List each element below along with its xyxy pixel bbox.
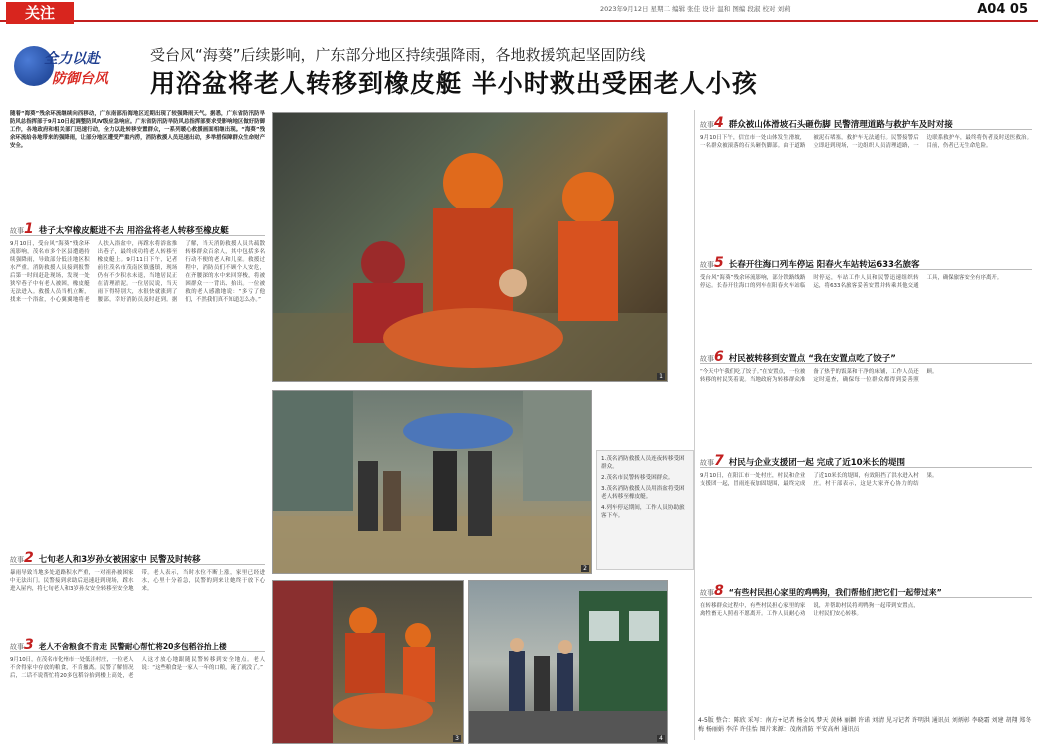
- story-1-title: 巷子太窄橡皮艇进不去 用浴盆将老人转移至橡皮艇: [38, 226, 229, 236]
- photo-basin-rescue: [272, 580, 464, 744]
- photo-1-illustration: [273, 113, 668, 382]
- story-5-title: 长春开往海口列车停运 阳春火车站转运633名旅客: [728, 260, 920, 270]
- photo-number-2: 2: [583, 565, 587, 572]
- story-3-header: 故事3 老人不舍粮食不肯走 民警耐心帮忙将20多包稻谷抬上楼: [10, 634, 265, 652]
- story-4-title: 群众被山体滑坡石头砸伤脚 民警清理道路与救护车及时对接: [728, 120, 953, 130]
- story-6-header: 故事6 村民被转移到安置点 “我在安置点吃了饺子”: [700, 346, 1032, 364]
- photo-number-3: 3: [455, 735, 459, 742]
- story-2-title: 七旬老人和3岁孙女被困家中 民警及时转移: [38, 555, 201, 565]
- photo-number-4: 4: [659, 735, 663, 742]
- section-tab: 关注: [6, 2, 74, 24]
- story-4-header: 故事4 群众被山体滑坡石头砸伤脚 民警清理道路与救护车及时对接: [700, 112, 1032, 130]
- subtitle: 受台风“海葵”后续影响，广东部分地区持续强降雨，各地救援筑起坚固防线: [150, 46, 646, 64]
- story-2-header: 故事2 七旬老人和3岁孙女被困家中 民警及时转移: [10, 547, 265, 565]
- story-8-header: 故事8 “有些村民担心家里的鸡鸭狗，我们帮他们把它们一起带过来”: [700, 580, 1032, 598]
- headline: 用浴盆将老人转移到橡皮艇 半小时救出受困老人小孩: [150, 69, 758, 98]
- campaign-logo: [14, 42, 130, 94]
- story-3-body: 9月10日，在茂名市化州市一处低洼村庄，一位老人不舍得家中存放的粮食，不肯撤离。民警了解情况后，二话不说帮忙将20多包稻谷抬到楼上高处，老人这才放心地跟随民警转移到安全地点。老人说：“这些粮食是一家人一年的口粮，淹了就没了。”: [10, 657, 265, 679]
- logo-line-2: 防御台风: [52, 71, 108, 87]
- lead-paragraph: 随着“海葵”残余环流继续向西移动，广东南部沿海地区近期出现了较强降雨天气。据悉，广东省防汛防旱防风总指挥部于9月10日起调整防风Ⅳ级应急响应。广东省防汛防旱防风总指挥部要求受影响地区做好防御工作，各地政府和相关部门迅速行动，全力以赴转移安置群众，一系列暖心救援画面相继出现。“海葵”残余环流给各地带来的强降雨，让部分地区遭受严重内涝，消防救援人员迅速出动，多举措保障群众生命财产安全。: [10, 111, 265, 149]
- caption-4: 4.列车停运期间，工作人员协助旅客下车。: [601, 505, 685, 519]
- photo-train-station: [468, 580, 668, 744]
- photo-captions: [596, 450, 694, 570]
- story-7-body: 9月10日，在阳江市一处村庄，村民和企业支援团一起，冒雨连夜加固堤围，最终完成了近10米长的堤围，有效阻挡了洪水进入村庄。村干部表示，这是大家齐心协力的结果。: [700, 473, 938, 487]
- photo-number-1: 1: [659, 373, 663, 380]
- photo-4-illustration: [469, 581, 668, 744]
- story-7-title: 村民与企业支援团一起 完成了近10米长的堤围: [728, 458, 906, 468]
- story-1-body: 9月10日，受台风“海葵”残余环流影响，茂名市多个区县遭遇持续强降雨，导致部分低洼地区积水严重。消防救援人员接到报警后第一时间赶赴现场，发现一处狭窄巷子中有老人被困，橡皮艇无法进入。救援人员当机立断，找来一个浴盆，小心翼翼地将老人扶入浴盆中，再蹚水将浴盆推出巷子，最终成功将老人转移至橡皮艇上。9月11日下午，记者前往茂名市茂南区镇盛镇，现场仍有不少积水未退，当地居民正在清理淤泥。一位居民说，当天雨下得特别大，水很快就涨到了腰部，幸好消防员及时赶到。据了解，当天消防救援人员共疏散转移群众百余人，其中包括多名行动不便的老人和儿童。救援过程中，消防员们不顾个人安危，在齐腰深的水中来回穿梭，将被困群众一一背出、抬出。一位被救的老人感激地说：“多亏了他们，不然我们真不知道怎么办。”: [10, 241, 265, 303]
- story-6-body: “今天中午我们吃了饺子。”在安置点，一位被转移的村民笑着说。当地政府为转移群众准备了热乎的饭菜和干净的床铺，工作人员还定时巡查，确保每一位群众都得到妥善照顾。: [700, 369, 938, 383]
- date-line: 2023年9月12日 星期二 编辑 张佳 设计 温和 图编 段淑 校对 刘莉: [600, 5, 791, 13]
- story-8-body: 在转移群众过程中，有些村民担心家里的家禽牲畜无人照看不愿离开。工作人员耐心劝说，并帮助村民将鸡鸭狗一起带到安置点，让村民们安心转移。: [700, 603, 919, 617]
- column-divider: [694, 110, 695, 740]
- story-7-header: 故事7 村民与企业支援团一起 完成了近10米长的堤围: [700, 450, 1032, 468]
- photo-3-illustration: [273, 581, 464, 744]
- masthead: [0, 0, 1038, 22]
- story-1-header: 故事1 巷子太窄橡皮艇进不去 用浴盆将老人转移至橡皮艇: [10, 218, 265, 236]
- story-5-header: 故事5 长春开往海口列车停运 阳春火车站转运633名旅客: [700, 252, 1032, 270]
- story-4-body: 9月10日下午，信宜市一处山体发生滑坡，一名群众被滚落的石头砸伤脚部。由于道路被泥石堵塞，救护车无法通行。民警接警后立即赶到现场，一边组织人员清理道路，一边联系救护车，最终将伤者及时送医救治。目前，伤者已无生命危险。: [700, 135, 1032, 149]
- page-number: A04 05: [977, 2, 1028, 17]
- credits: 4-5版 整合：陈欣 采写：南方+记者 杨金凤 梦天 黄林 丽颖 许诺 刘清 见习记者 许明洪 通讯员 刘炳彰 李晓霜 刘建 胡翔 郑冬梅 杨丽娟 李洋 许佳怡 图片来源：茂南消防 平安高州 通讯员: [698, 717, 1032, 733]
- caption-2: 2.茂名市民警转移受困群众。: [601, 475, 674, 481]
- photo-rescue-large: [272, 112, 668, 382]
- story-8-title: “有些村民担心家里的鸡鸭狗，我们帮他们把它们一起带过来”: [728, 588, 942, 597]
- story-6-title: 村民被转移到安置点 “我在安置点吃了饺子”: [728, 354, 896, 364]
- story-3-title: 老人不舍粮食不肯走 民警耐心帮忙将20多包稻谷抬上楼: [38, 642, 227, 651]
- story-5-body: 受台风“海葵”残余环流影响，部分铁路线路停运。长春开往海口的列车在阳春火车站临时停运，车站工作人员和民警迅速组织转运，将633名旅客妥善安置并转乘其他交通工具，确保旅客安全有序离开。: [700, 275, 1003, 289]
- photo-2-illustration: [273, 391, 592, 574]
- photo-flood-street: [272, 390, 592, 574]
- caption-3: 3.茂名消防救援人员用浴盆将受困老人转移至橡皮艇。: [601, 486, 685, 500]
- story-2-body: 暴雨导致当地多处道路积水严重，一对祖孙被困家中无法出门。民警接到求助后迅速赶到现场，蹚水进入屋内，将七旬老人和3岁孙女安全转移至安全地带。老人表示，当时水位不断上涨，家里已经进水，心里十分着急，民警的到来让她终于放下心来。: [10, 570, 265, 592]
- caption-1: 1.茂名消防救援人员连夜转移受困群众。: [601, 456, 685, 470]
- logo-line-1: 全力以赴: [44, 51, 100, 67]
